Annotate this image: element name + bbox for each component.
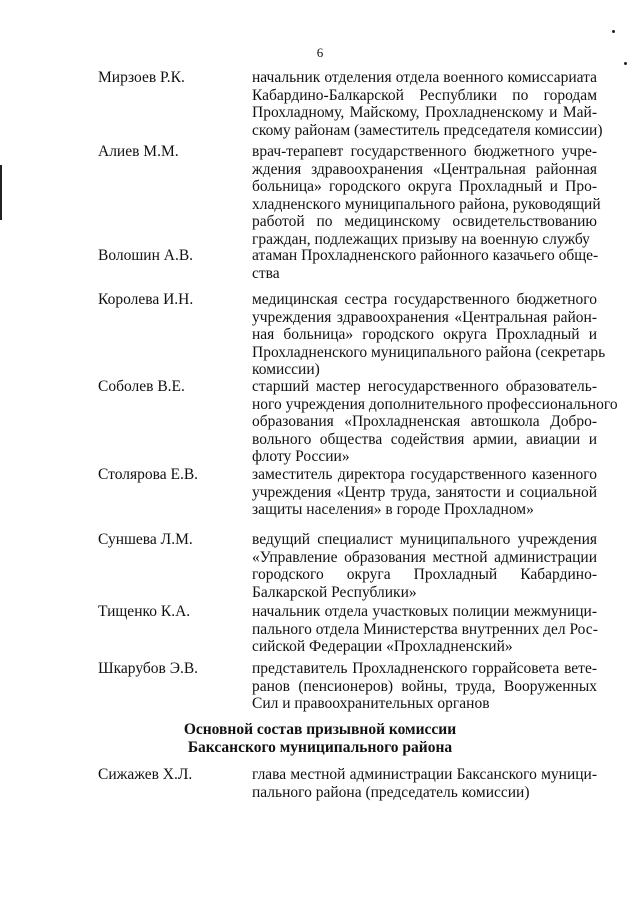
- member-role: [252, 466, 597, 519]
- role-line: ного учреждения дополнительного профессионального: [252, 395, 618, 413]
- member-name: Шкарубов Э.В.: [98, 660, 199, 677]
- role-line: учреждения «Центр труда, занятости и социальной: [252, 483, 597, 501]
- role-line: ждения здравоохранения «Центральная районная: [252, 160, 597, 178]
- role-line: вольного общества содействия армии, авиации и: [252, 430, 597, 448]
- role-line: сийской Федерации «Прохладненский»: [252, 638, 513, 655]
- role-line: Прохладному, Майскому, Прохладненскому и Май-: [252, 104, 597, 121]
- role-line: Кабардино-Балкарской Республики по городам: [252, 86, 597, 104]
- role-line: медицинская сестра государственного бюджетного: [252, 291, 597, 308]
- role-line: скому районам (заместитель председателя комиссии): [252, 121, 603, 139]
- role-line: пального отдела Министерства внутренних дел Рос-: [252, 620, 598, 638]
- role-line: представитель Прохладненского горрайсовета вете-: [252, 660, 597, 677]
- role-line: заместитель директора государственного казенного: [252, 466, 597, 483]
- member-role: [252, 660, 597, 713]
- member-name: Соболев В.Е.: [98, 378, 185, 395]
- role-line: Прохладненского муниципального района (секретарь: [252, 343, 606, 361]
- role-line: старший мастер негосударственного образователь-: [252, 378, 597, 395]
- role-line: начальник отделения отдела военного комиссариата: [252, 69, 597, 86]
- role-line: врач-терапевт государственного бюджетного учре-: [252, 143, 597, 160]
- role-line: пального района (председатель комиссии): [252, 783, 530, 801]
- role-line: граждан, подлежащих призыву на военную службу: [252, 230, 590, 248]
- member-role: [252, 766, 597, 801]
- member-name: Суншева Л.М.: [98, 531, 193, 548]
- member-name: Волошин А.В.: [98, 247, 194, 264]
- member-name: Алиев М.М.: [98, 143, 179, 160]
- role-line: образования «Прохладненская автошкола Добро-: [252, 413, 597, 430]
- scan-margin-mark: [0, 165, 2, 220]
- role-line: атаман Прохладненского районного казачьего обще-: [252, 247, 599, 264]
- section-heading-line: Основной состав призывной комиссии: [183, 721, 457, 738]
- role-line: хладненского муниципального района, руководящий: [252, 195, 601, 213]
- role-line: защиты населения» в городе Прохладном»: [252, 501, 534, 518]
- role-line: ства: [252, 264, 280, 282]
- page-number: 6: [316, 45, 324, 60]
- member-role: [252, 291, 606, 379]
- role-line: городского округа Прохладный Кабардино-: [252, 566, 597, 583]
- member-role: [252, 378, 618, 466]
- role-line: комиссии): [252, 361, 320, 378]
- role-line: учреждения здравоохранения «Центральная район-: [252, 308, 597, 326]
- role-line: работой по медицинскому освидетельствованию: [252, 213, 597, 230]
- member-role: [252, 247, 597, 282]
- scan-dot-mark: [624, 62, 627, 65]
- member-name: Королева И.Н.: [98, 291, 194, 308]
- role-line: ведущий специалист муниципального учреждения: [252, 531, 597, 548]
- role-line: Сил и правоохранительных органов: [252, 695, 490, 712]
- role-line: ранов (пенсионеров) войны, труда, Вооруженных: [252, 677, 597, 695]
- member-name: Сижажев Х.Л.: [98, 766, 193, 783]
- role-line: больница» городского округа Прохладный и Про-: [252, 178, 597, 195]
- role-line: глава местной администрации Баксанского муници-: [252, 766, 597, 783]
- section-heading-line: Баксанского муниципального района: [187, 738, 453, 756]
- member-role: [252, 531, 597, 601]
- member-name: Мирзоев Р.К.: [98, 69, 185, 86]
- section-heading: [0, 721, 640, 756]
- role-line: флоту России»: [252, 448, 350, 465]
- member-name: Столярова Е.В.: [98, 466, 199, 483]
- role-line: начальник отдела участковых полиции межмуници-: [252, 603, 597, 620]
- member-role: [252, 143, 601, 248]
- member-name: Тищенко К.А.: [98, 603, 191, 620]
- role-line: «Управление образования местной администрации: [252, 548, 597, 566]
- role-line: Балкарской Республики»: [252, 583, 417, 601]
- role-line: ная больница» городского округа Прохладный и: [252, 326, 597, 343]
- member-role: [252, 69, 603, 139]
- scan-dot-mark: [612, 30, 615, 33]
- member-role: [252, 603, 597, 656]
